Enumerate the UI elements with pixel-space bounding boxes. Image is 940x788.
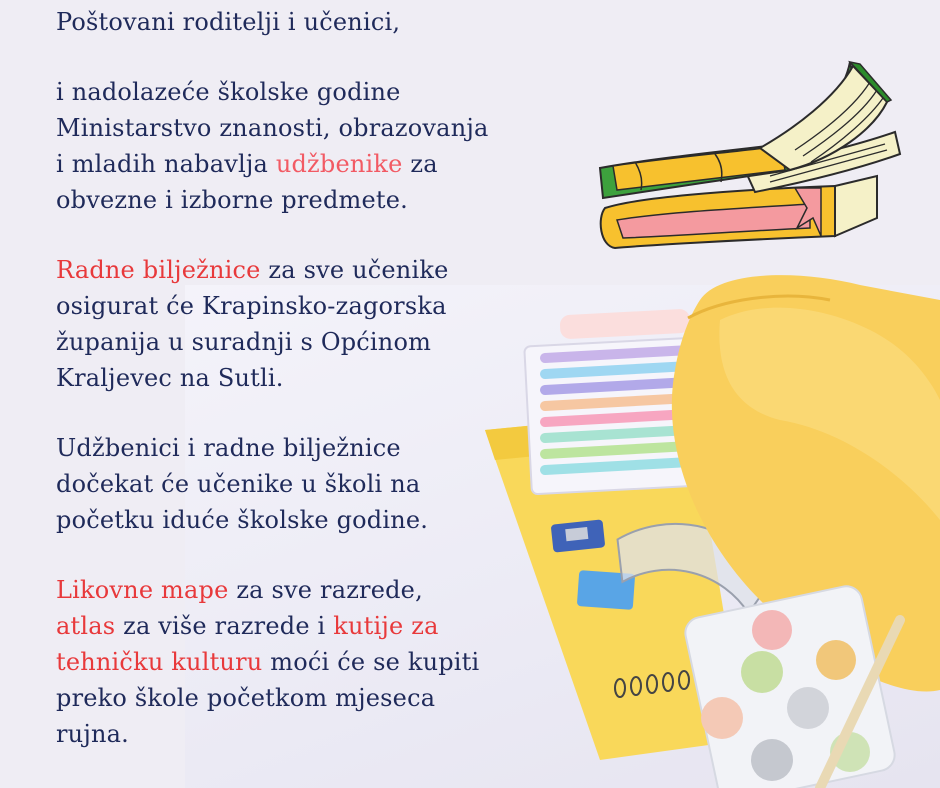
line: za sve učenike [260, 256, 449, 284]
line: moći će se kupiti [262, 648, 480, 676]
announcement-text [56, 4, 536, 786]
highlight-art-folders: Likovne mape [56, 576, 229, 604]
line: i nadolazeće školske godine [56, 78, 401, 106]
paragraph-art-supplies [56, 572, 536, 752]
line: za sve razrede, [228, 576, 423, 604]
line: dočekat će učenike u školi na [56, 470, 421, 498]
greeting-line: Poštovani roditelji i učenici, [56, 8, 401, 36]
highlight-textbooks: udžbenike [275, 150, 403, 178]
line: županija u suradnji s Općinom [56, 328, 432, 356]
highlight-boxes: kutije za [333, 612, 439, 640]
paragraph-workbooks [56, 252, 536, 396]
highlight-technical-culture: tehničku kulturu [56, 648, 263, 676]
line: Kraljevec na Sutli. [56, 364, 284, 392]
line: Ministarstvo znanosti, obrazovanja [56, 114, 489, 142]
line: osigurat će Krapinsko-zagorska [56, 292, 447, 320]
paragraph-delivery [56, 430, 536, 538]
book-stack-icon [595, 58, 905, 253]
line: preko škole početkom mjeseca [56, 684, 436, 712]
line: za [402, 150, 438, 178]
line: rujna. [56, 720, 129, 748]
highlight-atlas: atlas [56, 612, 116, 640]
line: za više razrede i [115, 612, 334, 640]
line: početku iduće školske godine. [56, 506, 429, 534]
paragraph-textbooks [56, 74, 536, 218]
highlight-workbooks: Radne bilježnice [56, 256, 261, 284]
line: i mladih nabavlja [56, 150, 276, 178]
greeting [56, 4, 536, 40]
line: Udžbenici i radne bilježnice [56, 434, 401, 462]
line: obvezne i izborne predmete. [56, 186, 408, 214]
sharpener-icon [551, 519, 606, 552]
